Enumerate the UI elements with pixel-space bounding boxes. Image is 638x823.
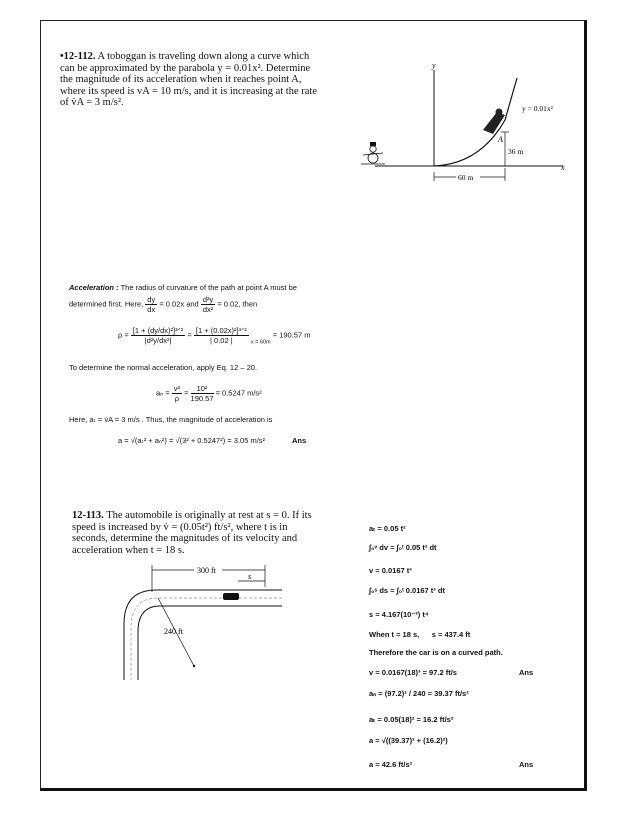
rho-num-2: [1 + (0.02x)²]³ᐟ² [195,326,247,335]
rho-frac-1 [131,326,185,345]
d2y-rhs: = 0.02, then [217,299,258,309]
road-centerline [131,598,282,680]
distance-label: 60 m [458,173,474,182]
an-den-2: 190.57 [190,394,214,403]
answer-label-112: Ans [292,436,307,445]
rho-frac-2 [194,326,249,345]
sol-line: a = √((39.37)² + (16.2)²) [369,736,448,745]
sol-line: v = 0.0167 t³ [369,566,412,575]
dydx-frac [145,295,157,314]
problem-text: A toboggan is traveling down along a curve which can be approximated by the parabola y = 0.01x². Determine the magnitude of its acceleration when it reaches point A, where its speed is vA = 10 m/s, and it is increasing at the rate of v̇A = 3 m/s². [60,51,317,108]
center-point [193,665,195,667]
point-a-label: A [498,135,503,144]
rho-result: = 190.57 m [272,330,311,340]
here-text: Here, aₜ = v̇A = 3 m/s . Thus, the magnitude of acceleration is [69,415,273,424]
d2y-frac [201,295,215,314]
an-num-2: 10² [191,384,214,394]
parabola-curve [434,78,517,166]
sol-line: aₙ = (97.2)² / 240 = 39.37 ft/s² [369,689,469,698]
dydx-rhs: = 0.02x and [159,299,199,309]
rho-eq: = [187,330,192,340]
problem-number: •12-112. [60,51,96,62]
sol-line: ∫₀ˢ ds = ∫₀ᵗ 0.0167 t³ dt [369,586,445,595]
an-frac-2 [191,384,214,403]
derivatives-line [69,295,257,314]
intro-text: The radius of curvature of the path at point A must be [120,283,297,292]
dydx-num: dy [147,295,156,304]
dimension-300ft-label: 300 ft [197,566,216,575]
an-result: = 0.5247 m/s² [215,388,262,398]
determined-text: determined first. Here, [69,299,144,309]
solution-12-112-intro [69,283,297,292]
a-magnitude-equation: a = √(aₜ² + aₙ²) = √(3² + 0.5247²) = 3.05 m/s² [118,436,266,445]
curve-label: y = 0.01x² [522,104,553,113]
sol-line: v = 0.0167(18)³ = 97.2 ft/s [369,668,457,677]
sol-line: s = 4.167(10⁻³) t⁴ [369,610,429,619]
x-axis-label: x [561,163,565,172]
an-den-1: ρ [174,394,179,403]
sol-line: When t = 18 s, s = 437.4 ft [369,630,471,639]
problem-text: The automobile is originally at rest at s = 0. If its speed is increased by v̇ = (0.05t²) ft/s², where t is in seconds, determine the magnitudes of its velocity and acceleration when t = 18 s. [72,510,312,556]
sol-line: aₜ = 0.05(18)² = 16.2 ft/s² [369,715,454,724]
sol-line: Therefore the car is on a curved path. [369,648,503,657]
snowman-head [370,146,376,152]
problem-12-113 [72,510,318,556]
figure-road-curve [120,562,300,680]
rho-num-1: [1 + (dy/dx)²]³ᐟ² [132,326,184,335]
answer-label: Ans [519,668,534,677]
road-outer-edge [124,590,282,680]
an-equation [156,384,262,403]
d2y-den: dx² [202,305,214,314]
rider-icon [496,109,503,116]
sol-line: a = 42.6 ft/s² [369,760,413,769]
car-icon [223,593,239,600]
problem-12-112 [60,51,322,109]
s-label: s [248,572,252,581]
sol-line: ∫₀ᵛ dv = ∫₀ᵗ 0.05 t² dt [369,543,437,552]
an-num-1: v² [173,384,180,393]
sol-line: aₜ = 0.05 t² [369,524,406,533]
snowman-hat [370,142,376,146]
rho-den-2: | 0.02 | [210,336,233,345]
an-frac-1 [172,384,182,403]
y-axis-label: y [432,61,436,70]
figure-toboggan [355,60,570,185]
toboggan-icon [483,112,505,134]
normal-accel-text: To determine the normal acceleration, apply Eq. 12 – 20. [69,363,258,372]
an-lhs: aₙ = [156,388,170,398]
rho-den-1: |d²y/dx²| [144,336,172,345]
dydx-den: dx [147,305,156,314]
rho-subscript: x = 60m [250,339,271,346]
an-eq: = [184,388,189,398]
d2y-num: d²y [202,295,214,304]
answer-label: Ans [519,760,534,769]
radius-label: 240 ft [164,627,183,636]
acceleration-heading: Acceleration : [69,283,119,292]
road-inner-edge [138,606,282,680]
height-label: 36 m [508,147,524,156]
rho-lhs: ρ = [118,330,129,340]
problem-number: 12-113. [72,510,104,521]
rho-equation [118,326,310,345]
